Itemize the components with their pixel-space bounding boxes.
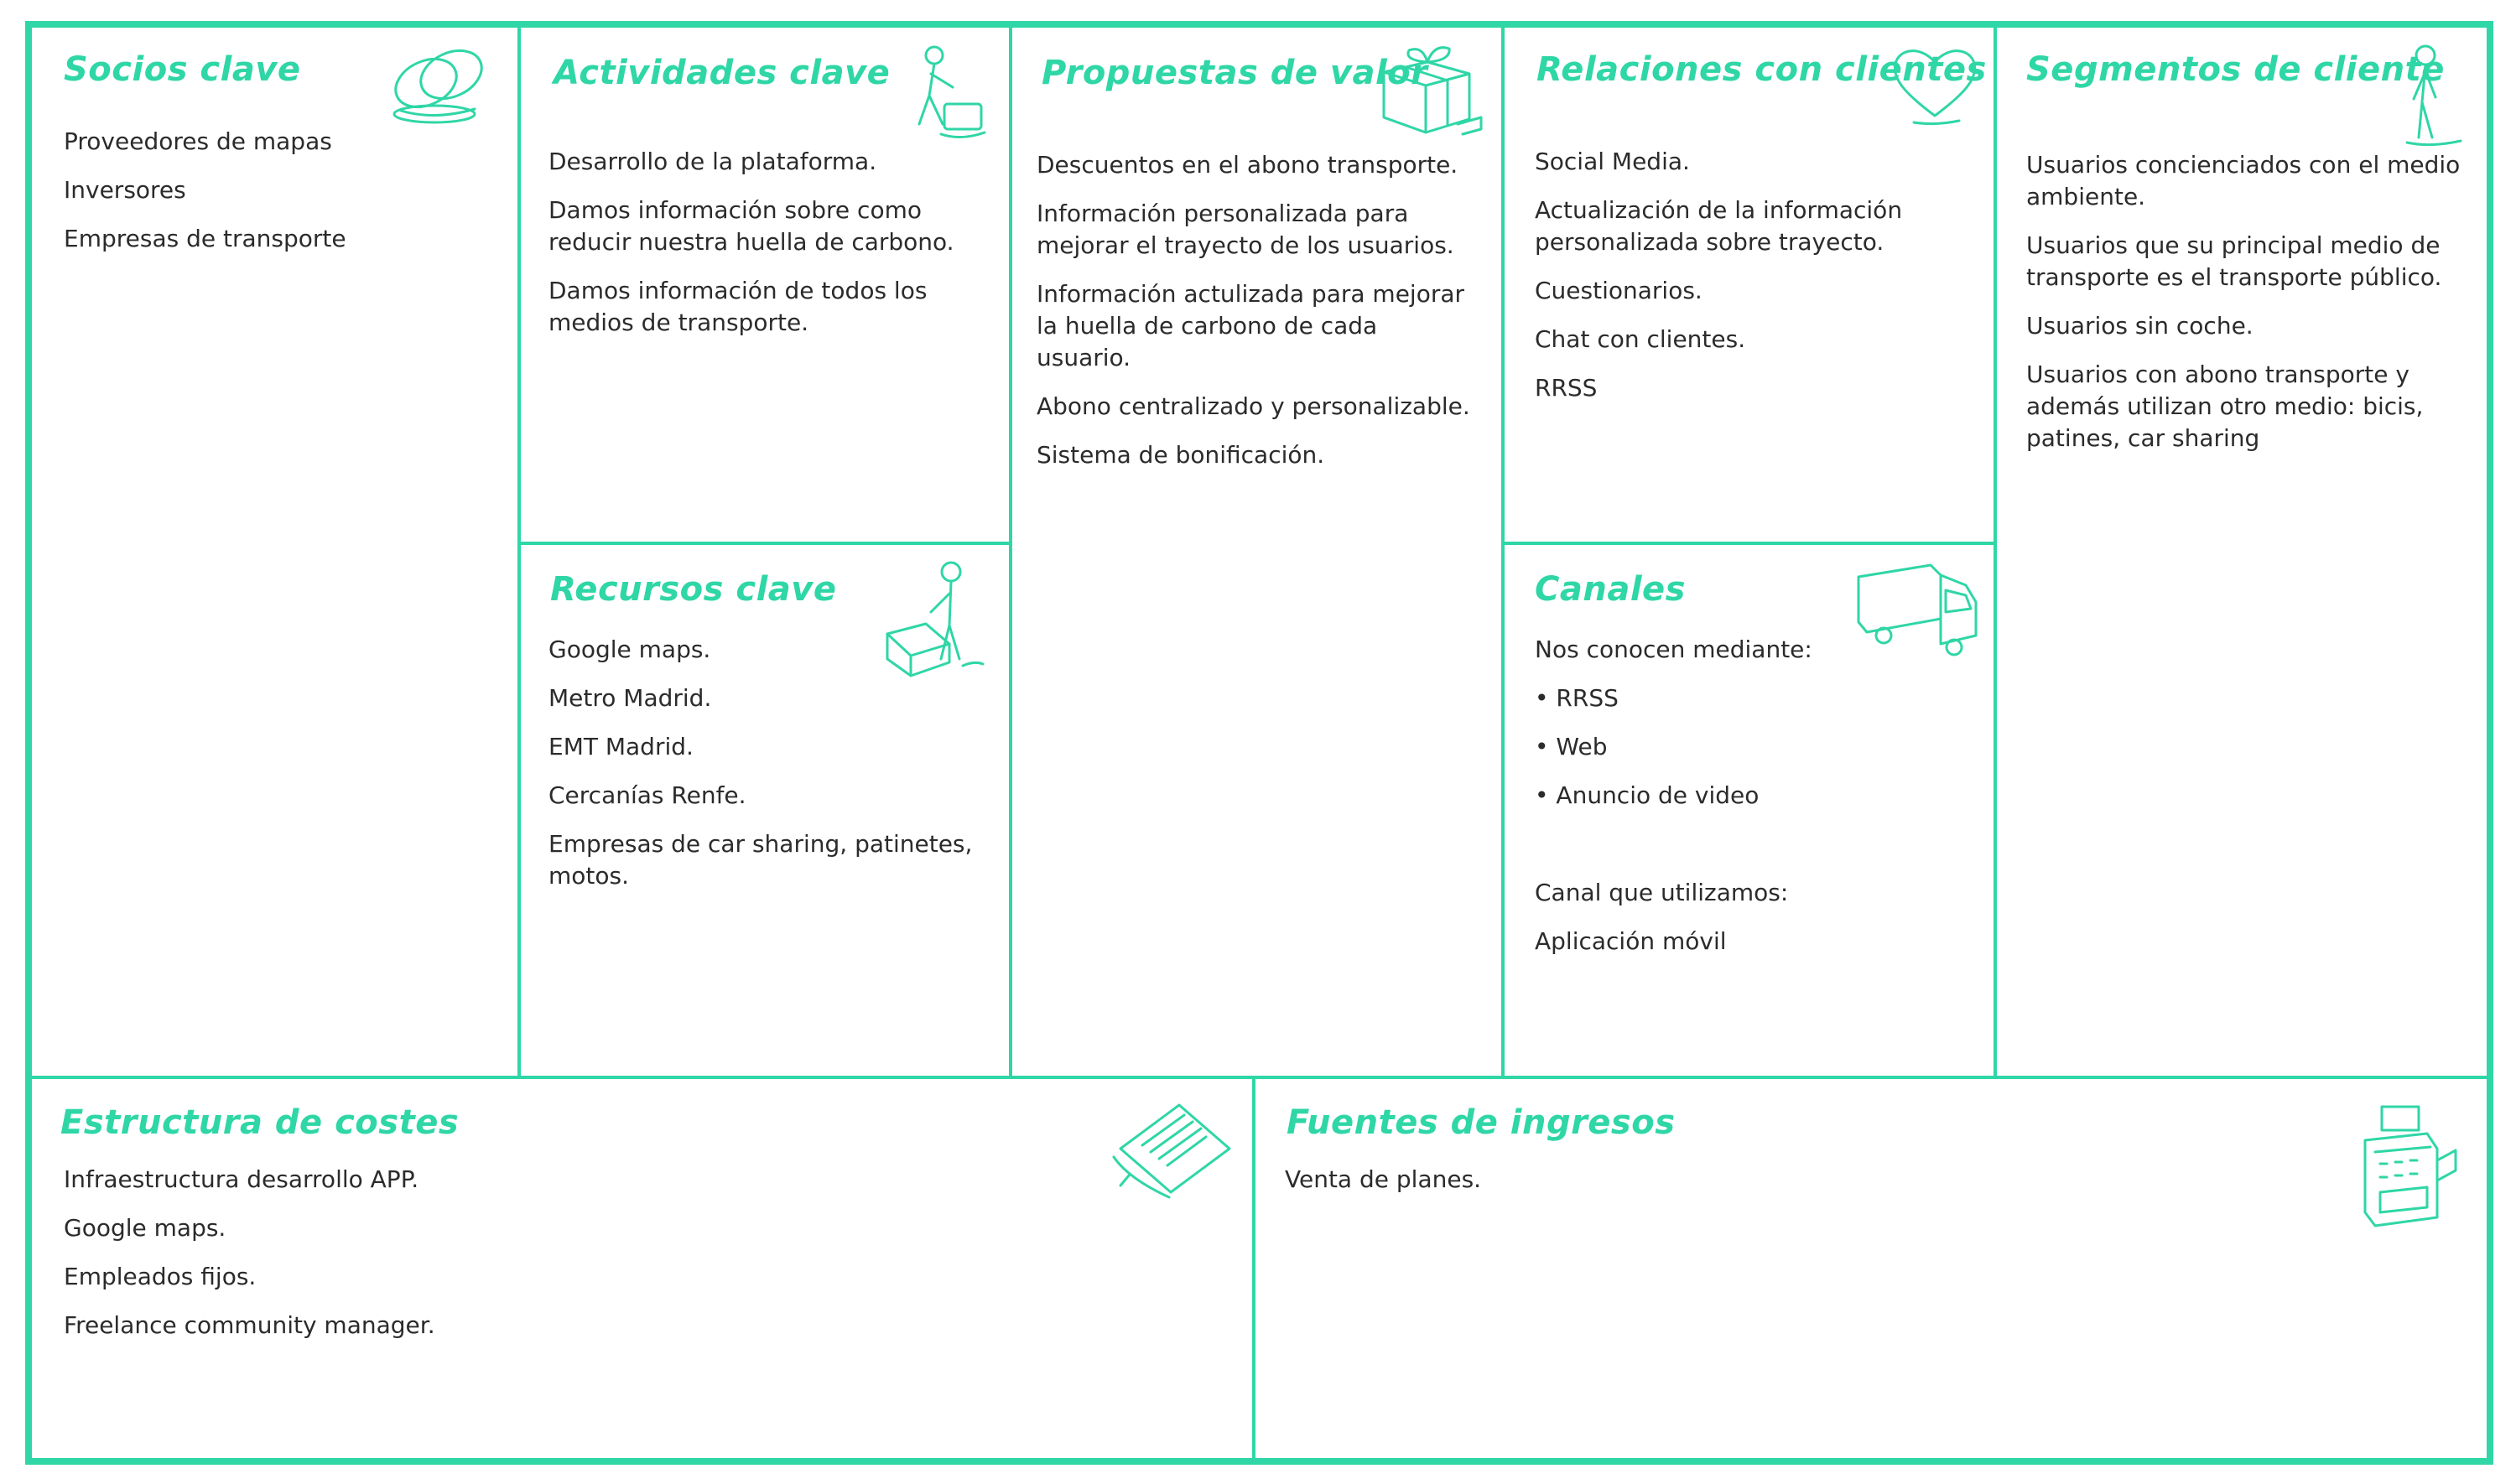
list-item: Usuarios concienciados con el medio ambiente. — [2026, 151, 2461, 210]
section-title: Recursos clave — [550, 570, 837, 609]
divider — [517, 542, 1012, 545]
person-working-icon — [894, 44, 986, 144]
list-item: Empresas de car sharing, patinetes, motos. — [548, 830, 973, 890]
section-title: Socios clave — [64, 50, 301, 89]
list-item: Google maps. — [64, 1214, 226, 1242]
key-resources-list — [548, 634, 985, 909]
divider — [1009, 21, 1012, 1079]
list-item: Infraestructura desarrollo APP. — [64, 1165, 419, 1193]
spacer — [1535, 828, 1971, 860]
list-item: Inversores — [64, 176, 186, 204]
list-item: Abono centralizado y personalizable. — [1037, 392, 1470, 420]
section-title: Canales — [1535, 570, 1686, 609]
section-title: Estructura de costes — [60, 1103, 460, 1142]
divider — [1252, 1077, 1255, 1463]
section-title: Relaciones con clientes — [1536, 50, 1987, 89]
cash-register-icon — [2357, 1102, 2461, 1236]
list-item: Sistema de bonificación. — [1037, 441, 1325, 469]
divider — [1501, 542, 1996, 545]
list-item: Información actulizada para mejorar la huella de carbono de cada usuario. — [1037, 280, 1465, 371]
channels-list — [1535, 634, 1971, 974]
list-item: Usuarios con abono transporte y además utilizan otro medio: bicis, patines, car sharing — [2026, 361, 2424, 452]
key-activities-list — [548, 146, 985, 355]
list-item: Descuentos en el abono transporte. — [1037, 151, 1458, 179]
list-item: Usuarios que su principal medio de transporte es el transporte público. — [2026, 231, 2442, 291]
customer-segments-list — [2026, 149, 2462, 471]
divider — [1994, 21, 1997, 1079]
list-item: Empresas de transporte — [64, 225, 346, 252]
list-item: Social Media. — [1535, 148, 1690, 175]
cost-structure-list — [64, 1164, 819, 1358]
list-item: Proveedores de mapas — [64, 127, 332, 155]
section-title: Segmentos de cliente — [2026, 50, 2445, 89]
list-item: Chat con clientes. — [1535, 325, 1746, 353]
channel-bullet: • Anuncio de video — [1535, 781, 1760, 809]
divider — [1501, 21, 1505, 1079]
channels-intro: Nos conocen mediante: — [1535, 636, 1812, 663]
divider — [25, 1076, 2493, 1079]
receipt-paper-icon — [1112, 1098, 1238, 1199]
section-title: Fuentes de ingresos — [1287, 1103, 1676, 1142]
list-item: Empleados fijos. — [64, 1263, 257, 1290]
divider — [517, 21, 521, 1079]
list-item: Venta de planes. — [1285, 1165, 1482, 1193]
list-item: EMT Madrid. — [548, 733, 694, 760]
list-item: Usuarios sin coche. — [2026, 312, 2253, 340]
section-title: Propuestas de valor — [1042, 54, 1428, 92]
list-item: Damos información de todos los medios de transporte. — [548, 277, 928, 336]
list-item: Google maps. — [548, 636, 711, 663]
list-item: Actualización de la información personalizada sobre trayecto. — [1535, 196, 1903, 256]
gift-box-icon — [1375, 40, 1484, 139]
standing-person-icon — [2397, 44, 2464, 149]
channel-bullet: • RRSS — [1535, 684, 1619, 712]
list-item: Freelance community manager. — [64, 1311, 435, 1339]
channel-bullet: • Web — [1535, 733, 1608, 760]
list-item: Información personalizada para mejorar el trayecto de los usuarios. — [1037, 200, 1454, 259]
revenue-streams-list — [1285, 1164, 2040, 1212]
list-item: Cercanías Renfe. — [548, 781, 746, 809]
chain-links-icon — [384, 37, 496, 126]
list-item: Damos información sobre como reducir nuestra huella de carbono. — [548, 196, 954, 256]
customer-relationships-list — [1535, 146, 1971, 421]
key-partners-list — [64, 126, 483, 272]
value-propositions-list — [1037, 149, 1473, 488]
channel-value: Aplicación móvil — [1535, 927, 1727, 955]
heart-icon — [1889, 42, 1981, 126]
section-title: Actividades clave — [554, 54, 891, 92]
list-item: Cuestionarios. — [1535, 277, 1702, 304]
channel-label: Canal que utilizamos: — [1535, 879, 1789, 906]
list-item: Metro Madrid. — [548, 684, 712, 712]
list-item: Desarrollo de la plataforma. — [548, 148, 877, 175]
list-item: RRSS — [1535, 374, 1598, 402]
